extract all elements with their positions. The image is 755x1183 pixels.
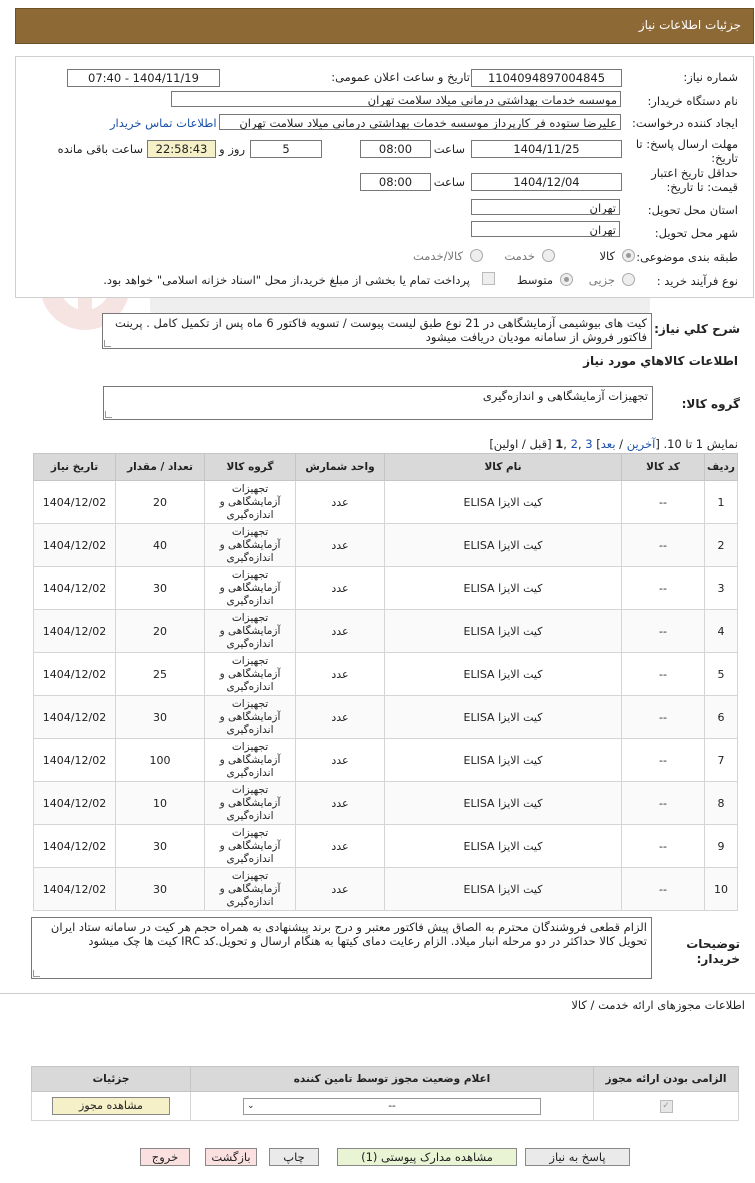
- exit-button[interactable]: خروج: [140, 1148, 190, 1166]
- item-qty-cell: 100: [116, 739, 205, 782]
- item-date-cell: 1404/12/02: [34, 696, 116, 739]
- deadline-time-label: ساعت: [433, 142, 465, 156]
- treasury-payment-note: پرداخت تمام یا بخشی از مبلغ خرید،از محل "اسناد خزانه اسلامی" خواهد بود.: [103, 273, 470, 287]
- announce-field: 1404/11/19 - 07:40: [67, 69, 220, 87]
- license-status-select[interactable]: [243, 1098, 541, 1115]
- divider: [0, 993, 755, 994]
- row-number-cell: 3: [705, 567, 738, 610]
- table-row: [34, 653, 738, 696]
- item-qty-cell: 25: [116, 653, 205, 696]
- validity-label: حداقل تاریخ اعتبار: [651, 166, 738, 180]
- item-name-cell: کیت الایزا ELISA: [385, 653, 622, 696]
- table-row: [34, 825, 738, 868]
- item-name-cell: کیت الایزا ELISA: [385, 825, 622, 868]
- announce-label: تاریخ و ساعت اعلان عمومی:: [331, 70, 470, 84]
- pagination-sep: /: [615, 437, 627, 451]
- pagination-last-link[interactable]: آخرین: [626, 437, 656, 451]
- item-name-cell: کیت الایزا ELISA: [385, 481, 622, 524]
- item-unit-cell: عدد: [296, 782, 385, 825]
- category-service-radio[interactable]: [542, 249, 555, 262]
- item-group-cell: تجهیزات آزمایشگاهی و اندازه‌گیری: [205, 696, 296, 739]
- col-qty: تعداد / مقدار: [116, 454, 205, 481]
- row-number-cell: 6: [705, 696, 738, 739]
- view-license-button[interactable]: مشاهده مجوز: [52, 1097, 170, 1115]
- item-qty-cell: 30: [116, 696, 205, 739]
- row-number-cell: 8: [705, 782, 738, 825]
- items-table: [33, 453, 738, 911]
- resize-handle-icon[interactable]: [105, 411, 112, 418]
- buyer-org-field: موسسه خدمات بهداشتی درمانی میلاد سلامت تهران: [171, 91, 621, 107]
- validity-date-field: 1404/12/04: [471, 173, 622, 191]
- item-group-cell: تجهیزات آزمایشگاهی و اندازه‌گیری: [205, 653, 296, 696]
- col-license-status: اعلام وضعیت مجوز توسط تامین کننده: [191, 1067, 594, 1092]
- pagination-next-link[interactable]: بعد: [600, 437, 616, 451]
- item-date-cell: 1404/12/02: [34, 567, 116, 610]
- resize-handle-icon[interactable]: [104, 340, 111, 347]
- buyer-contact-link[interactable]: اطلاعات تماس خریدار: [110, 116, 217, 130]
- item-code-cell: --: [622, 610, 705, 653]
- deadline-label-date: تاریخ:: [711, 151, 738, 165]
- need-number-field: 1104094897004845: [471, 69, 622, 87]
- item-code-cell: --: [622, 653, 705, 696]
- row-number-cell: 4: [705, 610, 738, 653]
- category-label: طبقه بندی موضوعی:: [636, 250, 738, 264]
- item-unit-cell: عدد: [296, 524, 385, 567]
- item-group-cell: تجهیزات آزمایشگاهی و اندازه‌گیری: [205, 868, 296, 911]
- buyer-notes-textarea: [31, 917, 652, 979]
- buyer-org-label: نام دستگاه خریدار:: [647, 94, 738, 108]
- category-both-label: کالا/خدمت: [412, 249, 463, 263]
- item-group-cell: تجهیزات آزمایشگاهی و اندازه‌گیری: [205, 481, 296, 524]
- item-group-cell: تجهیزات آزمایشگاهی و اندازه‌گیری: [205, 610, 296, 653]
- licenses-section-title: اطلاعات مجوزهای ارائه خدمت / کالا: [571, 998, 745, 1012]
- goods-group-value: تجهیزات آزمایشگاهی و اندازه‌گیری: [482, 389, 648, 403]
- page-title: جزئیات اطلاعات نیاز: [638, 18, 741, 32]
- item-date-cell: 1404/12/02: [34, 653, 116, 696]
- item-unit-cell: عدد: [296, 868, 385, 911]
- item-code-cell: --: [622, 567, 705, 610]
- item-group-cell: تجهیزات آزمایشگاهی و اندازه‌گیری: [205, 739, 296, 782]
- remaining-label: ساعت باقی مانده: [57, 142, 143, 156]
- table-row: [34, 868, 738, 911]
- item-name-cell: کیت الایزا ELISA: [385, 610, 622, 653]
- item-code-cell: --: [622, 696, 705, 739]
- deadline-date-field: 1404/11/25: [471, 140, 622, 158]
- city-label: شهر محل تحویل:: [654, 226, 738, 240]
- process-label: نوع فرآیند خرید :: [656, 274, 738, 288]
- chevron-down-icon: ⌄: [247, 1100, 255, 1111]
- item-qty-cell: 10: [116, 782, 205, 825]
- summary-label: شرح کلي نياز:: [654, 322, 740, 336]
- item-group-cell: تجهیزات آزمایشگاهی و اندازه‌گیری: [205, 567, 296, 610]
- category-both-radio[interactable]: [470, 249, 483, 262]
- buyer-notes-label-2: خریدار:: [696, 952, 740, 966]
- process-minor-label: جزیی: [588, 273, 615, 287]
- item-code-cell: --: [622, 825, 705, 868]
- pagination-sep: ,: [577, 437, 586, 451]
- licenses-table: [31, 1066, 739, 1121]
- item-name-cell: کیت الایزا ELISA: [385, 739, 622, 782]
- table-row: [34, 739, 738, 782]
- row-number-cell: 5: [705, 653, 738, 696]
- province-field: تهران: [471, 199, 620, 215]
- item-name-cell: کیت الایزا ELISA: [385, 696, 622, 739]
- item-unit-cell: عدد: [296, 825, 385, 868]
- process-minor-radio[interactable]: [622, 273, 635, 286]
- col-date: تاریخ نیاز: [34, 454, 116, 481]
- days-field: 5: [250, 140, 322, 158]
- creator-field: علیرضا ستوده فر کارپرداز موسسه خدمات بهداشتی درمانی میلاد سلامت تهران: [219, 114, 621, 130]
- back-button[interactable]: بازگشت: [205, 1148, 257, 1166]
- summary-textarea: [102, 313, 652, 349]
- goods-group-field: [103, 386, 653, 420]
- item-name-cell: کیت الایزا ELISA: [385, 782, 622, 825]
- item-name-cell: کیت الایزا ELISA: [385, 524, 622, 567]
- deadline-label: مهلت ارسال پاسخ: تا: [635, 137, 738, 151]
- pagination-sep: ,: [563, 437, 571, 451]
- pagination-suffix: [قبل / اولین]: [489, 437, 556, 451]
- item-code-cell: --: [622, 524, 705, 567]
- item-name-cell: کیت الایزا ELISA: [385, 567, 622, 610]
- creator-label: ایجاد کننده درخواست:: [632, 116, 738, 130]
- category-goods-radio[interactable]: [622, 249, 635, 262]
- validity-label-date: قیمت: تا تاریخ:: [666, 180, 738, 194]
- pagination-page-3[interactable]: 3: [585, 437, 593, 451]
- buyer-notes-label-1: توضیحات: [686, 937, 740, 951]
- item-unit-cell: عدد: [296, 653, 385, 696]
- col-unit: واحد شمارش: [296, 454, 385, 481]
- item-code-cell: --: [622, 782, 705, 825]
- license-details-cell: [32, 1092, 191, 1121]
- row-number-cell: 2: [705, 524, 738, 567]
- need-number-label: شماره نیاز:: [683, 70, 738, 84]
- row-number-cell: 9: [705, 825, 738, 868]
- resize-handle-icon[interactable]: [33, 970, 40, 977]
- item-unit-cell: عدد: [296, 696, 385, 739]
- row-number-cell: 7: [705, 739, 738, 782]
- summary-text: کیت های بیوشیمی آزمایشگاهی در 21 نوع طبق لیست پیوست / تسویه فاکتور 6 ماه پس از تکمیل کامل . پرینت فاکتور فروش از سامانه مودیان دریافت میشود: [115, 316, 647, 344]
- remaining-time-field: 22:58:43: [147, 140, 216, 158]
- item-date-cell: 1404/12/02: [34, 524, 116, 567]
- pagination: [489, 437, 738, 451]
- deadline-time-field: 08:00: [360, 140, 431, 158]
- treasury-payment-checkbox[interactable]: [482, 272, 495, 285]
- days-label: روز و: [219, 142, 245, 156]
- row-number-cell: 1: [705, 481, 738, 524]
- item-group-cell: تجهیزات آزمایشگاهی و اندازه‌گیری: [205, 782, 296, 825]
- buyer-notes-text: الزام قطعی فروشندگان محترم به الصاق پیش فاکتور معتبر و درج برند پیشنهادی به همراه حجم هر کیت در سامانه ستاد ایران تحویل کالا حداکثر در دو مرحله انبار میلاد. الزام رعایت دمای کیتها به هنگام ارسال و تحویل.کد IRC کیت ها چک میشود: [50, 920, 647, 948]
- table-row: [34, 610, 738, 653]
- city-field: تهران: [471, 221, 620, 237]
- item-group-cell: تجهیزات آزمایشگاهی و اندازه‌گیری: [205, 825, 296, 868]
- license-status-value: --: [388, 1099, 396, 1112]
- col-code: کد کالا: [622, 454, 705, 481]
- validity-time-field: 08:00: [360, 173, 431, 191]
- item-date-cell: 1404/12/02: [34, 481, 116, 524]
- process-medium-label: متوسط: [516, 273, 553, 287]
- table-row: [32, 1092, 739, 1121]
- item-code-cell: --: [622, 868, 705, 911]
- item-code-cell: --: [622, 481, 705, 524]
- pagination-page-2[interactable]: 2: [570, 437, 578, 451]
- province-label: استان محل تحویل:: [647, 203, 738, 217]
- category-goods-label: کالا: [599, 249, 615, 263]
- validity-time-label: ساعت: [433, 175, 465, 189]
- reply-button[interactable]: پاسخ به نیاز: [525, 1148, 630, 1166]
- table-row: [34, 782, 738, 825]
- item-qty-cell: 20: [116, 610, 205, 653]
- item-group-cell: تجهیزات آزمایشگاهی و اندازه‌گیری: [205, 524, 296, 567]
- process-medium-radio[interactable]: [560, 273, 573, 286]
- item-date-cell: 1404/12/02: [34, 782, 116, 825]
- table-row: [34, 481, 738, 524]
- pagination-sep: ]: [592, 437, 601, 451]
- table-row: [34, 524, 738, 567]
- pagination-prefix: نمایش 1 تا 10. [: [655, 437, 738, 451]
- col-license-required: الزامی بودن ارائه مجوز: [594, 1067, 739, 1092]
- view-attachments-button[interactable]: مشاهده مدارک پیوستی (1): [337, 1148, 517, 1166]
- license-status-cell: [191, 1092, 594, 1121]
- item-qty-cell: 30: [116, 868, 205, 911]
- col-name: نام کالا: [385, 454, 622, 481]
- col-license-details: جزئیات: [32, 1067, 191, 1092]
- col-row: ردیف: [705, 454, 738, 481]
- item-qty-cell: 30: [116, 567, 205, 610]
- page-header: [15, 8, 754, 44]
- item-code-cell: --: [622, 739, 705, 782]
- item-unit-cell: عدد: [296, 739, 385, 782]
- license-required-cell: [594, 1092, 739, 1121]
- table-header-row: [32, 1067, 739, 1092]
- item-date-cell: 1404/12/02: [34, 868, 116, 911]
- item-qty-cell: 20: [116, 481, 205, 524]
- col-group: گروه کالا: [205, 454, 296, 481]
- checkmark-icon: ✓: [660, 1100, 673, 1113]
- item-qty-cell: 30: [116, 825, 205, 868]
- print-button[interactable]: چاپ: [269, 1148, 319, 1166]
- item-unit-cell: عدد: [296, 481, 385, 524]
- item-unit-cell: عدد: [296, 610, 385, 653]
- item-date-cell: 1404/12/02: [34, 825, 116, 868]
- goods-group-label: گروه کالا:: [681, 397, 740, 411]
- table-row: [34, 567, 738, 610]
- pagination-page-1-current: 1: [555, 437, 564, 451]
- item-date-cell: 1404/12/02: [34, 610, 116, 653]
- table-header-row: [34, 454, 738, 481]
- item-qty-cell: 40: [116, 524, 205, 567]
- table-row: [34, 696, 738, 739]
- item-date-cell: 1404/12/02: [34, 739, 116, 782]
- item-name-cell: کیت الایزا ELISA: [385, 868, 622, 911]
- item-unit-cell: عدد: [296, 567, 385, 610]
- row-number-cell: 10: [705, 868, 738, 911]
- category-service-label: خدمت: [504, 249, 535, 263]
- goods-section-title: اطلاعات کالاهاي مورد نياز: [583, 354, 738, 368]
